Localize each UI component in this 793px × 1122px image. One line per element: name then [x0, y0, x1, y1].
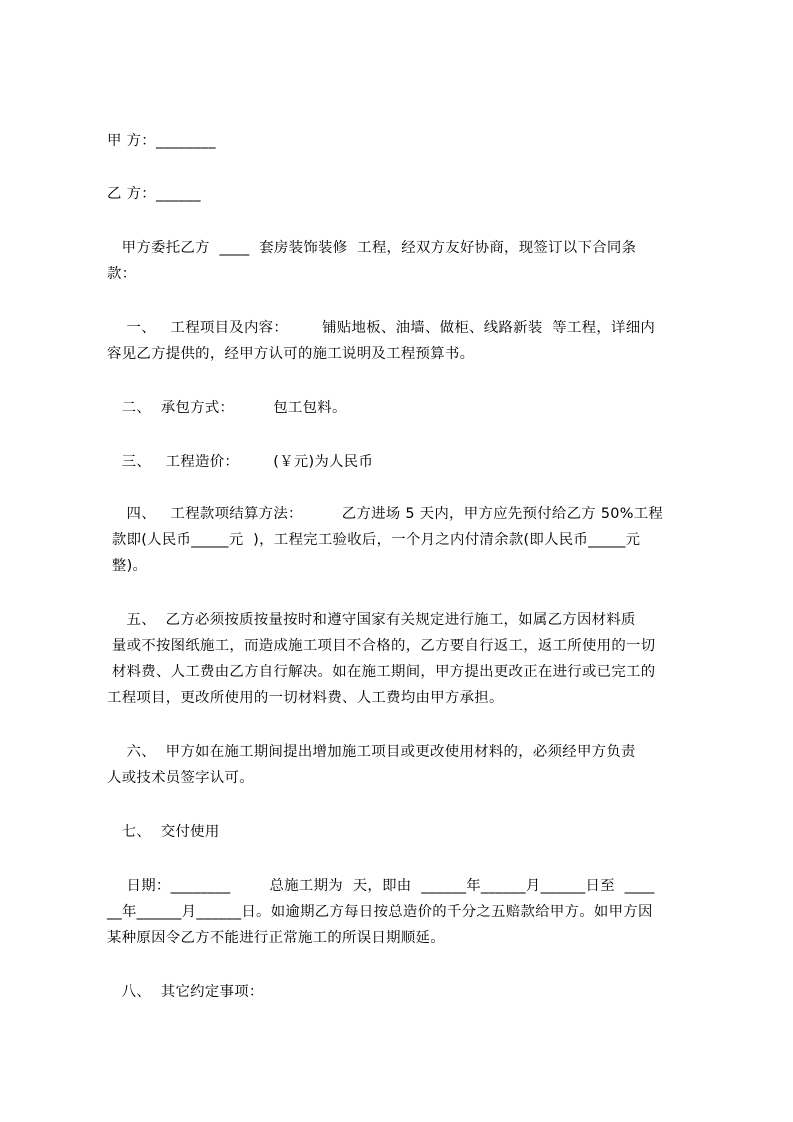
clause-6-line: 人或技术员签字认可。	[107, 770, 254, 786]
delivery-date-line: __年______月______日。如逾期乙方每日按总造价的千分之五赔款给甲方。如甲方因	[107, 904, 653, 920]
delivery-date-line: 日期：________ 总施工期为 天，即由 ______年______月______日至 ____	[107, 878, 655, 894]
clause-2-line: 二、 承包方式： 包工包料。	[107, 400, 347, 416]
clause-5-line: 五、 乙方必须按质按量按时和遵守国家有关规定进行施工，如属乙方因材料质	[107, 612, 636, 628]
clause-4-line: 款即(人民币_____元 )，工程完工验收后，一个月之内付清余款(即人民币_____元	[107, 532, 641, 548]
clause-1-line: 一、 工程项目及内容： 铺贴地板、油墙、做柜、线路新装 等工程，详细内	[107, 320, 656, 336]
delivery-date-line: 某种原因令乙方不能进行正常施工的所误日期顺延。	[107, 930, 445, 946]
clause-5-line: 工程项目，更改所使用的一切材料费、人工费均由甲方承担。	[107, 690, 504, 706]
clause-3-line: 三、 工程造价： (￥元)为人民币	[107, 454, 374, 470]
clause-8-line: 八、 其它约定事项：	[107, 984, 264, 1000]
clause-1-line: 容见乙方提供的，经甲方认可的施工说明及工程预算书。	[107, 346, 475, 362]
clause-4-line: 整)。	[107, 558, 148, 574]
clause-5-line: 材料费、人工费由乙方自行解决。如在施工期间，甲方提出更改正在进行或已完工的	[107, 664, 656, 680]
clause-5-line: 量或不按图纸施工，而造成施工项目不合格的，乙方要自行返工，返工所使用的一切	[107, 638, 656, 654]
intro-line: 款：	[107, 266, 137, 282]
intro-line: 甲方委托乙方 ____ 套房装饰装修 工程，经双方友好协商，现签订以下合同条	[107, 240, 637, 256]
party-a-line: 甲 方：________	[107, 133, 216, 149]
clause-7-line: 七、 交付使用	[107, 824, 220, 840]
clause-6-line: 六、 甲方如在施工期间提出增加施工项目或更改使用材料的，必须经甲方负责	[107, 744, 636, 760]
clause-4-line: 四、 工程款项结算方法： 乙方进场 5 天内，甲方应先预付给乙方 50%工程	[107, 506, 664, 522]
party-b-line: 乙 方：______	[107, 186, 201, 202]
